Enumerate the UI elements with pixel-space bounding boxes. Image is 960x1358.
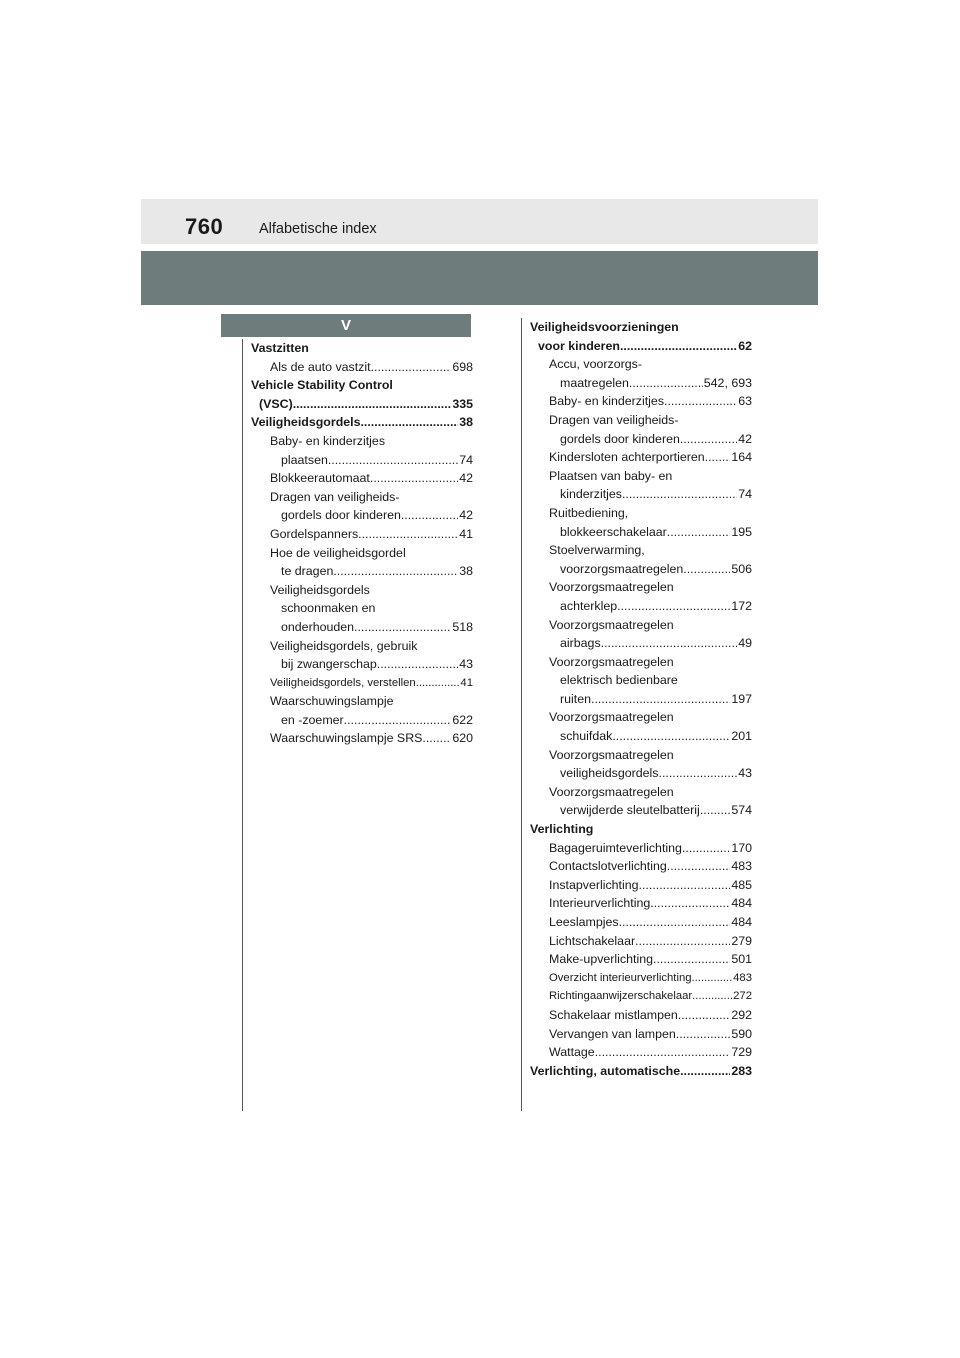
index-subentry <box>251 711 473 730</box>
index-subentry <box>251 581 473 600</box>
index-subentry <box>530 801 752 820</box>
index-subentry <box>530 634 752 653</box>
index-term: voorzorgsmaatregelen <box>560 561 684 576</box>
index-subentry <box>530 560 752 579</box>
index-term: Voorzorgsmaatregelen <box>549 580 674 595</box>
page-reference: 484 <box>731 915 752 929</box>
page-reference: 170 <box>731 840 752 855</box>
index-term: Baby- en kinderzitjes <box>270 433 386 448</box>
index-subentry <box>530 523 752 542</box>
page-reference: 729 <box>731 1045 752 1060</box>
page-reference: 38 <box>459 564 473 579</box>
dot-leader <box>591 690 730 709</box>
index-term: plaatsen <box>281 452 328 467</box>
index-term: Stoelverwarming, <box>549 543 645 558</box>
index-term: veiligheidsgordels <box>560 766 659 781</box>
dot-leader <box>659 764 738 783</box>
index-term: Voorzorgsmaatregelen <box>549 747 674 762</box>
index-term: Richtingaanwijzerschakelaar <box>549 990 693 1003</box>
page-reference: 201 <box>731 729 752 744</box>
dot-leader <box>617 597 730 616</box>
index-term: Instapverlichting <box>549 877 639 892</box>
index-subentry <box>530 392 752 411</box>
dot-leader <box>344 711 452 730</box>
index-subentry <box>251 432 473 451</box>
index-term: blokkeerschakelaar <box>560 524 667 539</box>
index-term: Accu, voorzorgs- <box>549 357 642 372</box>
index-subentry <box>530 355 752 374</box>
dot-leader <box>692 969 733 988</box>
index-subentry <box>251 469 473 488</box>
dot-leader <box>653 950 730 969</box>
page-reference: 574 <box>731 803 752 818</box>
dot-leader <box>360 413 458 432</box>
index-term: Wattage <box>549 1045 595 1060</box>
right-column-rule <box>521 318 522 1111</box>
page-reference: 63 <box>738 394 752 409</box>
index-heading <box>530 318 752 337</box>
dot-leader <box>635 932 730 951</box>
page-reference: 42 <box>738 431 752 446</box>
page-reference: 43 <box>459 657 473 672</box>
page-reference: 620 <box>452 731 473 746</box>
index-term: Leeslampjes <box>549 915 619 929</box>
index-heading <box>251 413 473 432</box>
page-reference: 272 <box>733 990 752 1003</box>
dot-leader <box>639 876 731 895</box>
index-subentry <box>530 857 752 876</box>
header-band <box>141 251 818 305</box>
dot-leader <box>370 469 458 488</box>
index-term: en -zoemer <box>281 712 344 727</box>
dot-leader <box>680 1062 730 1081</box>
page-reference: 335 <box>452 396 473 411</box>
index-subentry <box>530 411 752 430</box>
index-subentry <box>251 488 473 507</box>
index-subentry <box>251 451 473 470</box>
index-subentry <box>530 932 752 951</box>
dot-leader <box>371 358 452 377</box>
index-subentry <box>251 637 473 656</box>
index-subentry <box>530 746 752 765</box>
page-reference: 42 <box>459 508 473 523</box>
index-term: airbags <box>560 636 601 651</box>
index-term: Veiligheidsgordels, gebruik <box>270 638 418 653</box>
index-subentry <box>251 562 473 581</box>
index-subentry <box>530 485 752 504</box>
dot-leader <box>377 655 458 674</box>
page-reference: 41 <box>459 526 473 541</box>
index-term: Schakelaar mistlampen <box>549 1007 678 1022</box>
dot-leader <box>595 1043 731 1062</box>
index-term: (VSC) <box>259 396 293 411</box>
page-reference: 74 <box>459 452 473 467</box>
page-reference: 501 <box>731 952 752 967</box>
index-heading <box>251 339 473 358</box>
index-subentry <box>530 1043 752 1062</box>
dot-leader <box>358 525 458 544</box>
index-term: verwijderde sleutelbatterij <box>560 803 700 818</box>
index-term: schoonmaken en <box>281 601 376 616</box>
index-subentry <box>251 692 473 711</box>
page-reference: 43 <box>738 766 752 781</box>
index-term: Gordelspanners <box>270 526 359 541</box>
page-reference: 197 <box>731 691 752 706</box>
dot-leader <box>416 674 460 693</box>
dot-leader <box>683 560 730 579</box>
dot-leader <box>354 618 451 637</box>
index-term: Veiligheidsgordels <box>270 582 370 597</box>
dot-leader <box>293 395 452 414</box>
page-reference: 279 <box>731 933 752 948</box>
index-subentry <box>251 655 473 674</box>
index-heading <box>251 376 473 395</box>
index-term: onderhouden <box>281 619 355 634</box>
index-subentry <box>530 727 752 746</box>
index-subentry <box>530 764 752 783</box>
page-reference: 485 <box>731 877 752 892</box>
index-term: Kindersloten achterportieren <box>549 450 705 465</box>
index-term: Voorzorgsmaatregelen <box>549 784 674 799</box>
index-subentry <box>530 987 752 1006</box>
page-reference: 590 <box>731 1026 752 1041</box>
index-subentry <box>530 969 752 988</box>
index-subentry <box>251 599 473 618</box>
page-reference: 49 <box>738 636 752 651</box>
index-subentry <box>530 950 752 969</box>
page-reference: 518 <box>452 619 473 634</box>
index-subentry <box>530 616 752 635</box>
index-term: Make-upverlichting <box>549 952 653 967</box>
dot-leader <box>700 801 731 820</box>
dot-leader <box>629 374 703 393</box>
index-heading <box>530 1062 752 1081</box>
index-subentry <box>251 729 473 748</box>
dot-leader <box>333 562 458 581</box>
index-term: Contactslotverlichting <box>549 859 667 874</box>
index-heading <box>530 337 752 356</box>
page-reference: 195 <box>731 524 752 539</box>
index-subentry <box>530 783 752 802</box>
dot-leader <box>682 839 730 858</box>
index-term: Lichtschakelaar <box>549 933 636 948</box>
dot-leader <box>422 729 451 748</box>
page-reference: 506 <box>731 561 752 576</box>
index-term: maatregelen <box>560 375 629 390</box>
index-term: Vehicle Stability Control <box>251 378 393 393</box>
index-term: Ruitbediening, <box>549 505 629 520</box>
index-term: Dragen van veiligheids- <box>549 412 679 427</box>
page-reference: 38 <box>459 415 473 430</box>
index-term: elektrisch bedienbare <box>560 673 678 688</box>
index-term: Plaatsen van baby- en <box>549 468 673 483</box>
dot-leader <box>667 523 731 542</box>
index-subentry <box>530 913 752 932</box>
index-term: Vervangen van lampen <box>549 1026 676 1041</box>
dot-leader <box>676 1025 731 1044</box>
dot-leader <box>612 727 730 746</box>
index-subentry <box>530 894 752 913</box>
index-subentry <box>530 504 752 523</box>
page-reference: 622 <box>452 712 473 727</box>
dot-leader <box>601 634 738 653</box>
index-subentry <box>251 525 473 544</box>
page-reference: 42 <box>459 471 473 486</box>
index-subentry <box>530 578 752 597</box>
index-subentry <box>530 430 752 449</box>
index-subentry <box>530 708 752 727</box>
dot-leader <box>705 448 731 467</box>
index-term: ruiten <box>560 691 591 706</box>
page-reference: 483 <box>731 859 752 874</box>
page-reference: 62 <box>738 338 752 353</box>
index-subentry <box>530 1006 752 1025</box>
index-term: Waarschuwingslampje <box>270 694 394 709</box>
index-subentry <box>530 374 752 393</box>
dot-leader <box>328 451 458 470</box>
index-subentry <box>530 876 752 895</box>
index-term: Verlichting <box>530 822 594 837</box>
index-term: Als de auto vastzit <box>270 359 371 374</box>
dot-leader <box>622 485 737 504</box>
index-term: Bagageruimteverlichting <box>549 840 682 855</box>
index-term: Baby- en kinderzitjes <box>549 394 665 409</box>
page-reference: 283 <box>731 1063 752 1078</box>
dot-leader <box>620 337 737 356</box>
index-term: bij zwangerschap <box>281 657 377 672</box>
index-subentry <box>251 544 473 563</box>
dot-leader <box>692 987 732 1006</box>
index-term: Veiligheidsgordels <box>251 415 361 430</box>
index-term: Voorzorgsmaatregelen <box>549 654 674 669</box>
page-reference: 484 <box>731 896 752 911</box>
page-reference: 483 <box>733 971 752 984</box>
index-term: voor kinderen <box>538 338 620 353</box>
index-term: Overzicht interieurverlichting <box>549 971 692 984</box>
index-term: Waarschuwingslampje SRS <box>270 731 423 746</box>
index-subentry <box>530 671 752 690</box>
index-term: Blokkeerautomaat <box>270 471 370 486</box>
index-term: Veiligheidsvoorzieningen <box>530 320 679 334</box>
page-reference: 41 <box>460 676 473 689</box>
index-subentry <box>530 448 752 467</box>
index-subentry <box>530 690 752 709</box>
index-term: achterklep <box>560 598 618 613</box>
index-term: Veiligheidsgordels, verstellen <box>270 676 416 689</box>
page-reference: 542, 693 <box>703 375 752 390</box>
page-reference: 164 <box>731 450 752 465</box>
index-subentry <box>530 467 752 486</box>
index-term: Interieurverlichting <box>549 896 651 911</box>
index-term: schuifdak <box>560 729 613 744</box>
page-reference: 172 <box>731 598 752 613</box>
index-term: Voorzorgsmaatregelen <box>549 710 674 725</box>
header-bar <box>141 199 818 244</box>
index-subentry <box>251 674 473 693</box>
page-reference: 698 <box>452 359 473 374</box>
section-title: Alfabetische index <box>259 221 377 237</box>
dot-leader <box>401 506 458 525</box>
right-index-column <box>530 318 752 1080</box>
index-term: kinderzitjes <box>560 487 622 502</box>
dot-leader <box>619 913 731 932</box>
index-subentry <box>530 653 752 672</box>
index-heading <box>530 820 752 839</box>
index-term: Verlichting, automatische <box>530 1063 681 1078</box>
index-term: Vastzitten <box>251 341 309 355</box>
page-reference: 292 <box>731 1007 752 1022</box>
dot-leader <box>650 894 730 913</box>
page-number: 760 <box>185 214 224 239</box>
index-term: Dragen van veiligheids- <box>270 489 400 504</box>
index-subentry <box>530 839 752 858</box>
index-term: Hoe de veiligheidsgordel <box>270 545 406 560</box>
index-term: gordels door kinderen <box>560 431 680 446</box>
index-subentry <box>530 1025 752 1044</box>
index-term: te dragen <box>281 564 334 579</box>
dot-leader <box>664 392 737 411</box>
dot-leader <box>667 857 731 876</box>
index-term: gordels door kinderen <box>281 508 401 523</box>
left-index-column <box>251 339 473 748</box>
index-subentry <box>530 541 752 560</box>
index-subentry <box>251 506 473 525</box>
index-letter-tab: V <box>221 314 471 337</box>
left-column-rule <box>242 339 243 1111</box>
page-reference: 74 <box>738 487 752 502</box>
dot-leader <box>680 430 737 449</box>
index-heading <box>251 395 473 414</box>
dot-leader <box>678 1006 731 1025</box>
index-subentry <box>251 358 473 377</box>
index-subentry <box>251 618 473 637</box>
index-subentry <box>530 597 752 616</box>
index-term: Voorzorgsmaatregelen <box>549 617 674 632</box>
